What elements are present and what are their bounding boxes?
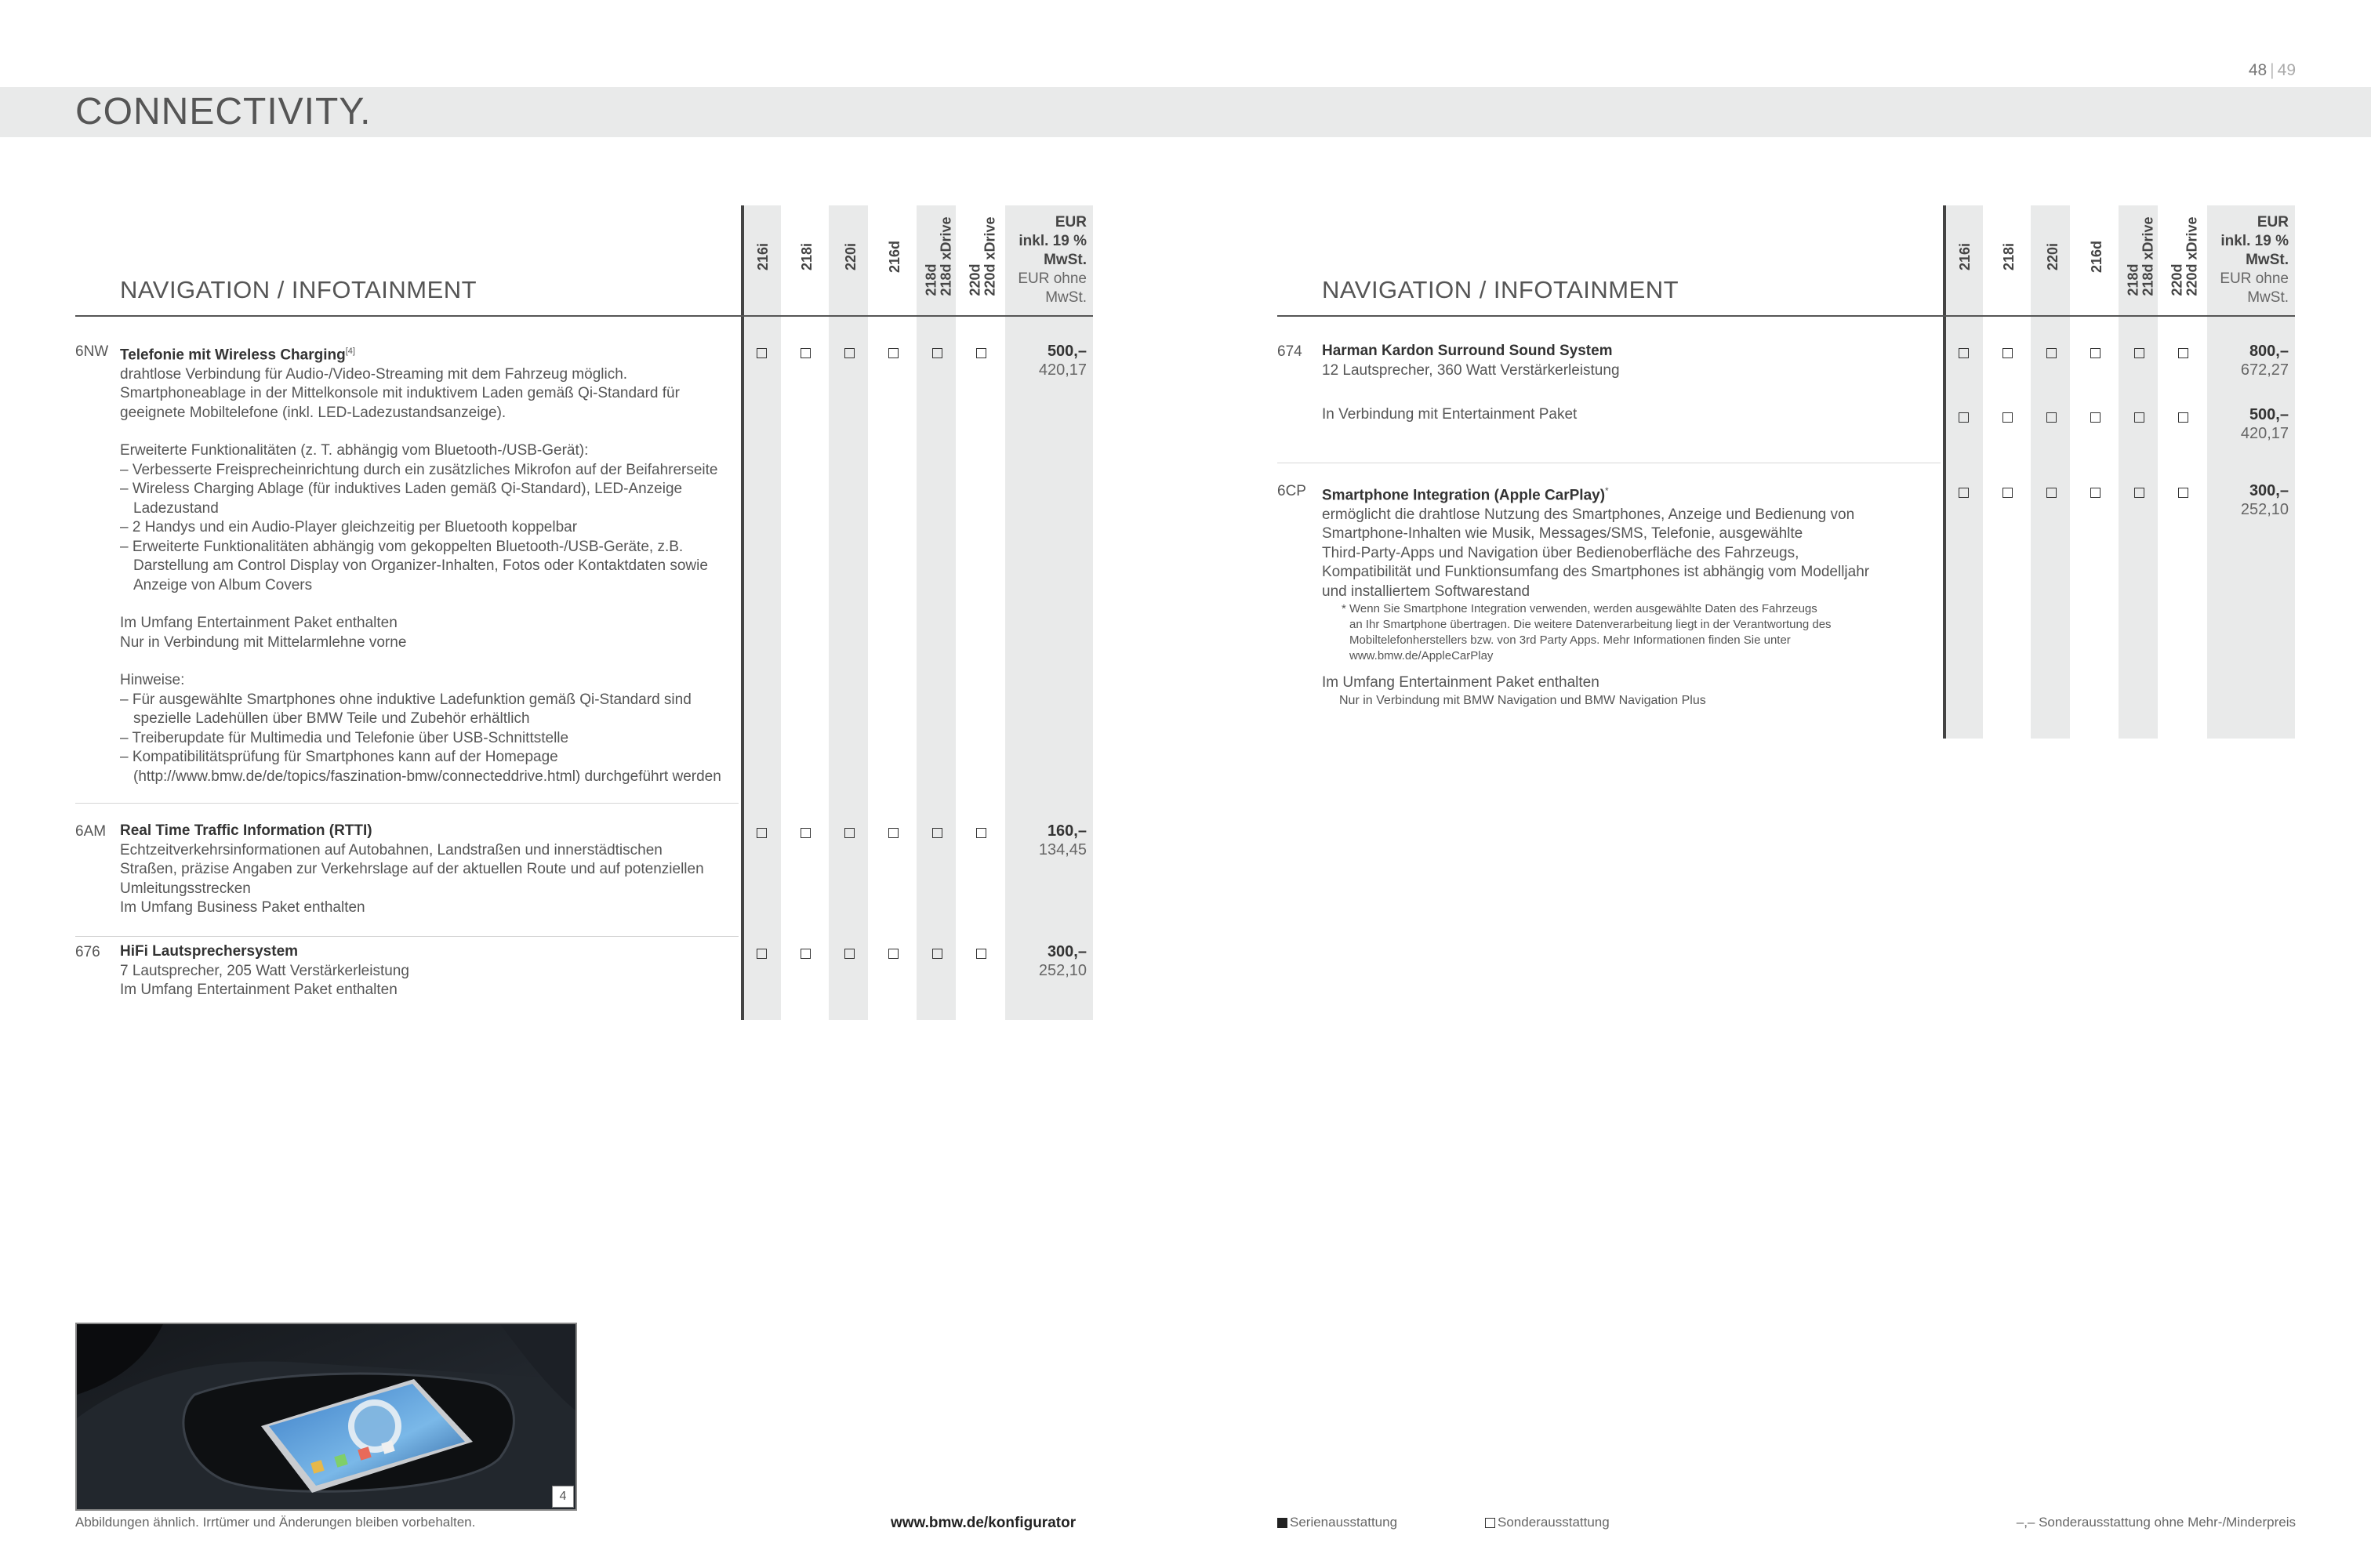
- column-band-216i: [742, 205, 781, 1020]
- optional-checkbox: [2046, 348, 2057, 358]
- model-218i: [788, 198, 827, 315]
- option-variant: [1322, 405, 1941, 425]
- desc-line: ermöglicht die drahtlose Nutzung des Smartphones, Anzeige und Bedienung von: [1322, 506, 1855, 523]
- price-net: 252,10: [2240, 501, 2289, 518]
- header-rule: [75, 315, 1093, 317]
- optional-checkbox: [932, 949, 942, 959]
- footnote-line: * Wenn Sie Smartphone Integration verwenden, werden ausgewählte Daten des Fahrzeugs: [1342, 602, 1817, 616]
- option-description-674: [1322, 342, 1941, 380]
- model-216i: [744, 198, 783, 315]
- model-label: 218i: [799, 242, 815, 270]
- header-rule: [1277, 315, 2295, 317]
- optional-checkbox: [976, 949, 986, 959]
- variant-label: In Verbindung mit Entertainment Paket: [1322, 406, 1578, 423]
- model-220d: [964, 198, 1003, 315]
- price-header-net: EUR ohne: [1018, 270, 1087, 287]
- price-header-vat: inkl. 19 %: [1018, 233, 1087, 249]
- model-220i: [2034, 198, 2073, 315]
- option-code: 6NW: [75, 343, 109, 360]
- footnote-link[interactable]: www.bmw.de/AppleCarPlay: [1349, 649, 1494, 663]
- price-cell: [2207, 342, 2289, 379]
- model-label: 218d 218d xDrive: [2126, 216, 2157, 296]
- price-cell: [1005, 342, 1087, 379]
- optional-checkbox: [1959, 488, 1969, 498]
- model-220i: [832, 198, 871, 315]
- hint-item: – Treiberupdate für Multimedia und Telefonie über USB-Schnittstelle: [120, 729, 569, 746]
- optional-checkbox: [976, 828, 986, 838]
- column-band-price: [1005, 205, 1093, 1020]
- option-code: 676: [75, 944, 100, 960]
- optional-checkbox: [2002, 412, 2013, 423]
- price-gross: 500,–: [1047, 343, 1087, 360]
- option-code: 6CP: [1277, 483, 1306, 499]
- model-label: 216i: [755, 242, 772, 270]
- optional-checkbox: [2002, 348, 2013, 358]
- desc-line: Kompatibilität und Funktionsumfang des Smartphones ist abhängig vom Modelljahr: [1322, 564, 1870, 581]
- optional-checkbox: [2046, 412, 2057, 423]
- price-gross: 500,–: [2249, 406, 2289, 423]
- price-cell: [1005, 822, 1087, 859]
- page-number: [2249, 61, 2296, 80]
- price-header-mwst: MwSt.: [2246, 252, 2289, 268]
- price-header-mwst: MwSt.: [1044, 252, 1087, 268]
- desc-line: geeignete Mobiltelefone (inkl. LED-Ladezustandsanzeige).: [120, 404, 507, 421]
- price-gross: 800,–: [2249, 343, 2289, 360]
- option-description-6cp: [1322, 481, 1949, 709]
- desc-line: und installiertem Softwarestand: [1322, 583, 1530, 600]
- price-header-net-mwst: MwSt.: [1045, 289, 1087, 306]
- optional-square-icon: [1485, 1518, 1495, 1528]
- footnote-ref: [4]: [345, 347, 355, 356]
- row-separator: [75, 803, 739, 804]
- package-note: Im Umfang Entertainment Paket enthalten: [1322, 674, 1599, 691]
- option-description-6nw: [120, 342, 739, 786]
- optional-checkbox: [2090, 488, 2100, 498]
- price-net: 134,45: [1038, 841, 1087, 858]
- option-code: 674: [1277, 343, 1302, 360]
- desc-line: Smartphone-Inhalten wie Musik, Messages/SMS, Telefonie, ausgewählte: [1322, 525, 1803, 543]
- model-label: 216d: [887, 240, 903, 273]
- optional-checkbox: [757, 348, 767, 358]
- price-cell: [2207, 481, 2289, 519]
- price-cell: [2207, 405, 2289, 443]
- optional-checkbox: [888, 828, 899, 838]
- table-divider: [741, 205, 744, 1020]
- footnote-line: an Ihr Smartphone übertragen. Die weitere Datenverarbeitung liegt in der Verantwortung des: [1349, 618, 1832, 632]
- legend-optional: [1485, 1515, 1610, 1530]
- feature-item: – 2 Handys und ein Audio-Player gleichzeitig per Bluetooth koppelbar: [120, 519, 578, 536]
- price-header: [2207, 213, 2289, 307]
- legend-optional-label: Sonderausstattung: [1498, 1515, 1610, 1530]
- hint-item: – Kompatibilitätsprüfung für Smartphones kann auf der Homepage (http://www.bmw.de/de/topics/faszination-bmw/connecteddrive.html) durchgeführt werden: [120, 749, 721, 785]
- model-216i: [1946, 198, 1985, 315]
- footer-configurator-link[interactable]: www.bmw.de/konfigurator: [891, 1515, 1077, 1531]
- desc-line: Im Umfang Entertainment Paket enthalten: [120, 982, 398, 998]
- price-gross: 300,–: [2249, 482, 2289, 499]
- model-label: 216i: [1957, 242, 1973, 270]
- model-label: 220d 220d xDrive: [2169, 216, 2201, 296]
- desc-line: 12 Lautsprecher, 360 Watt Verstärkerleistung: [1322, 361, 1620, 379]
- optional-checkbox: [932, 828, 942, 838]
- optional-checkbox: [844, 949, 855, 959]
- price-gross: 160,–: [1047, 822, 1087, 840]
- package-note: Nur in Verbindung mit Mittelarmlehne vorne: [120, 633, 407, 651]
- optional-checkbox: [757, 828, 767, 838]
- optional-checkbox: [1959, 412, 1969, 423]
- desc-line: Im Umfang Business Paket enthalten: [120, 899, 365, 916]
- option-name: Harman Kardon Surround Sound System: [1322, 343, 1613, 359]
- desc-line: drahtlose Verbindung für Audio-/Video-Streaming mit dem Fahrzeug möglich.: [120, 365, 628, 383]
- desc-line: 7 Lautsprecher, 205 Watt Verstärkerleistung: [120, 962, 409, 979]
- optional-checkbox: [2134, 348, 2144, 358]
- optional-checkbox: [976, 348, 986, 358]
- page-number-left: 48: [2248, 61, 2268, 79]
- price-header-currency: EUR: [2257, 214, 2289, 230]
- legend-standard-label: Serienausstattung: [1290, 1515, 1398, 1530]
- price-header-currency: EUR: [1055, 214, 1087, 230]
- model-label: 218i: [2001, 242, 2017, 270]
- optional-checkbox: [2134, 488, 2144, 498]
- price-header-net-mwst: MwSt.: [2247, 289, 2289, 306]
- optional-checkbox: [801, 949, 811, 959]
- price-net: 420,17: [2240, 425, 2289, 442]
- package-note: Im Umfang Entertainment Paket enthalten: [120, 615, 398, 632]
- hints-heading: Hinweise:: [120, 672, 185, 689]
- option-name: Telefonie mit Wireless Charging: [120, 347, 346, 364]
- price-cell: [1005, 942, 1087, 980]
- optional-checkbox: [2090, 348, 2100, 358]
- optional-checkbox: [2134, 412, 2144, 423]
- page-number-right: 49: [2277, 61, 2296, 79]
- desc-line: Umleitungsstrecken: [120, 880, 251, 897]
- option-name: Real Time Traffic Information (RTTI): [120, 822, 372, 839]
- features-heading: Erweiterte Funktionalitäten (z. T. abhängig vom Bluetooth-/USB-Gerät):: [120, 442, 589, 459]
- price-gross: 300,–: [1047, 943, 1087, 960]
- optional-checkbox: [757, 949, 767, 959]
- optional-checkbox: [2046, 488, 2057, 498]
- footnote-line: Mobiltelefonherstellers bzw. von 3rd Party Apps. Mehr Informationen finden Sie unter: [1349, 633, 1791, 648]
- model-216d: [876, 198, 915, 315]
- legend-standard: [1277, 1515, 1397, 1530]
- model-label: 220i: [2045, 242, 2061, 270]
- optional-checkbox: [1959, 348, 1969, 358]
- optional-checkbox: [2178, 412, 2188, 423]
- price-net: 672,27: [2240, 361, 2289, 379]
- feature-item: – Verbesserte Freisprecheinrichtung durch ein zusätzliches Mikrofon auf der Beifahrerseite: [120, 461, 718, 478]
- footer-disclaimer: Abbildungen ähnlich. Irrtümer und Änderungen bleiben vorbehalten.: [75, 1515, 476, 1530]
- desc-line: Third-Party-Apps und Navigation über Bedienoberfläche des Fahrzeugs,: [1322, 544, 1799, 561]
- page-title: CONNECTIVITY.: [75, 91, 372, 132]
- price-header-vat: inkl. 19 %: [2220, 233, 2289, 249]
- feature-item: – Wireless Charging Ablage (für induktives Laden gemäß Qi-Standard), LED-Anzeige Ladezustand: [120, 481, 683, 517]
- option-name: HiFi Lautsprechersystem: [120, 943, 299, 960]
- model-label: 220d 220d xDrive: [968, 216, 999, 296]
- price-header-net: EUR ohne: [2220, 270, 2289, 287]
- price-header: [1005, 213, 1087, 307]
- optional-checkbox: [932, 348, 942, 358]
- phone-in-tray-illustration: [77, 1324, 576, 1509]
- option-description-6am: [120, 822, 739, 918]
- price-net: 420,17: [1038, 361, 1087, 379]
- page-number-separator: |: [2270, 61, 2275, 79]
- legend-price-note: –,– Sonderausstattung ohne Mehr-/Minderpreis: [2016, 1515, 2296, 1530]
- footnote-ref: *: [1605, 485, 1609, 496]
- model-label: 220i: [843, 242, 859, 270]
- optional-checkbox: [888, 949, 899, 959]
- product-photo-wireless-charging: [75, 1323, 577, 1511]
- option-code: 6AM: [75, 823, 107, 840]
- price-net: 252,10: [1038, 962, 1087, 979]
- model-218d: [920, 198, 959, 315]
- option-name: Smartphone Integration (Apple CarPlay): [1322, 487, 1606, 504]
- option-description-676: [120, 942, 739, 1000]
- model-218d: [2122, 198, 2161, 315]
- optional-checkbox: [844, 348, 855, 358]
- section-title: NAVIGATION / INFOTAINMENT: [120, 276, 477, 303]
- section-title: NAVIGATION / INFOTAINMENT: [1322, 276, 1679, 303]
- model-220d: [2166, 198, 2205, 315]
- desc-line: Smartphoneablage in der Mittelkonsole mit induktivem Laden gemäß Qi-Standard für: [120, 385, 680, 402]
- requirement-note: Nur in Verbindung mit BMW Navigation und BMW Navigation Plus: [1339, 693, 1706, 707]
- optional-checkbox: [2178, 488, 2188, 498]
- optional-checkbox: [801, 348, 811, 358]
- optional-checkbox: [2178, 348, 2188, 358]
- optional-checkbox: [801, 828, 811, 838]
- hint-item: – Für ausgewählte Smartphones ohne induktive Ladefunktion gemäß Qi-Standard sind spezielle Ladehüllen über BMW Teile und Zubehör erhältlich: [120, 691, 692, 728]
- column-band-220i: [829, 205, 868, 1020]
- model-218i: [1990, 198, 2029, 315]
- model-label: 216d: [2089, 240, 2105, 273]
- optional-checkbox: [888, 348, 899, 358]
- optional-checkbox: [844, 828, 855, 838]
- optional-checkbox: [2090, 412, 2100, 423]
- optional-checkbox: [2002, 488, 2013, 498]
- feature-item: – Erweiterte Funktionalitäten abhängig vom gekoppelten Bluetooth-/USB-Geräte, z.B. Darstellung am Control Display von Organizer-Inhalten, Fotos oder Kontaktdaten sowie Anzeige von Album Covers: [120, 538, 708, 593]
- standard-square-icon: [1277, 1518, 1287, 1528]
- photo-caption-number: 4: [552, 1486, 574, 1508]
- row-separator: [75, 936, 739, 937]
- model-label: 218d 218d xDrive: [924, 216, 955, 296]
- model-216d: [2078, 198, 2117, 315]
- column-band-218d: [917, 205, 956, 1020]
- desc-line: Echtzeitverkehrsinformationen auf Autobahnen, Landstraßen und innerstädtischen: [120, 841, 663, 858]
- desc-line: Straßen, präzise Angaben zur Verkehrslage auf der aktuellen Route und auf potenziellen: [120, 861, 704, 877]
